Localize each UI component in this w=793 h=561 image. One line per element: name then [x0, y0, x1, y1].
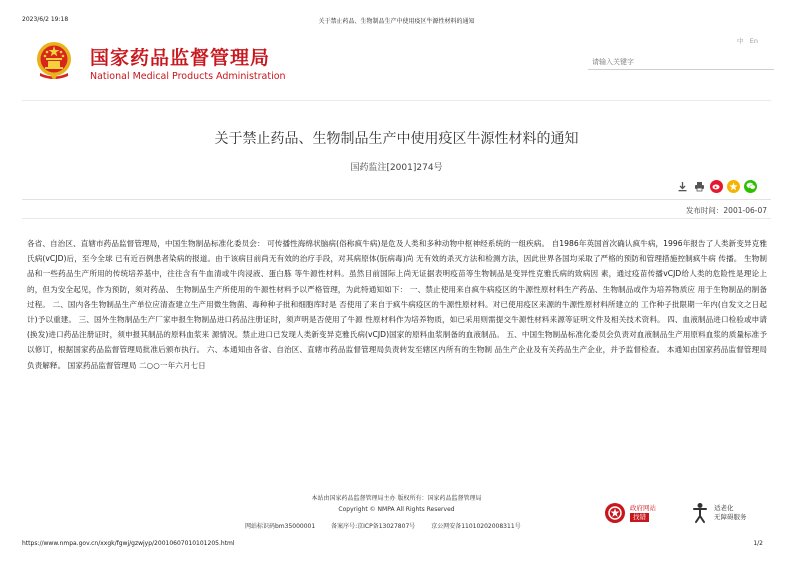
weibo-icon[interactable]: [710, 180, 723, 193]
footer-copyright: Copyright © NMPA All Rights Reserved: [338, 506, 455, 513]
wechat-icon[interactable]: [744, 180, 757, 193]
accessibility-icon: [690, 502, 710, 524]
article-body: 各省、自治区、直辖市药品监督管理局，中国生物制品标准化委员会： 可传播性海绵状脑病(俗称疯牛病)是危及人类和多种动物中枢神经系统的一组疾病。 自1986年英国首次确认疯牛病，1996年报告了人类新变异克雅氏病(vCJD)后，至今全球 已有近百例患者染病的报道。由于该病目前尚无有效的治疗手段，对其病原体(朊病毒)尚 无有效的杀灭方法和检测方法，因此世界各国均采取了严格的预防和管理措施控制疯牛病 传播。 生物制品和一些药品生产所用的传统培养基中，往往含有牛血清或牛肉浸液、蛋白胨 等牛源性材料。虽然目前国际上尚无证据表明疫苗等生物制品是变异性克雅氏病的致病因 素，通过疫苗传播vCJD给人类的危险性是理论上的，但为安全起见，作为预防，须对药品、 生物制品生产所使用的牛源性材料予以严格管理，为此特通知如下： 一、禁止使用来自疯牛病疫区的牛源性原材料生产药品、生物制品或作为培养物质应 用于生物制品的制备过程。 二、国内各生物制品生产单位应清查建立生产用微生物菌、毒种种子批和细胞库时是 否使用了来自于疯牛病疫区的牛源性原材料。对已使用疫区来源的牛源性原材料所建立的 工作种子批限期一年内(自发文之日起计)予以重建。 三、国外生物制品生产厂家申报生物制品进口药品注册证时，须声明是否使用了牛源 性原材料作为培养物质，如已采用则需提交牛源性材料来源等证明文件及相关技术资料。 四、血液制品进口检验或申请(换发)进口药品注册证时，须申报其制品的原料血浆来 源情况。禁止进口已发现人类新变异克雅氏病(vCJD)国家的原料血浆制备的血液制品。 五、中国生物制品标准化委员会负责对血液制品生产用原料血浆的质量标准予以修订，根据国家药品监督管理局批准后颁布执行。 六、本通知由各省、自治区、直辖市药品监督管理局负责转发至辖区内所有的生物制 品生产企业及有关药品生产企业，并予监督检查。 本通知由国家药品监督管理局负责解释。 国家药品监督管理局 二○○一年六月七日: [27, 239, 767, 370]
qzone-icon[interactable]: [727, 180, 740, 193]
lang-en-link[interactable]: En: [749, 37, 758, 45]
site-name-en[interactable]: National Medical Products Administration: [90, 71, 286, 82]
gov-badge-line2: 找错: [630, 513, 649, 522]
lang-cn-link[interactable]: 中: [737, 37, 744, 45]
header-divider: [22, 100, 771, 101]
print-icon[interactable]: [693, 180, 706, 193]
access-line1: 适老化: [714, 504, 734, 512]
gov-site-error-report[interactable]: [604, 500, 680, 526]
download-icon[interactable]: [676, 180, 689, 193]
gov-badge-line1: 政府网站: [630, 504, 656, 512]
footer-site-id: 网站标识码bm35000001: [245, 523, 316, 530]
site-name-cn[interactable]: 国家药品监督管理局: [90, 47, 271, 69]
document-number: 国药监注[2001]274号: [350, 163, 443, 173]
national-emblem-icon[interactable]: [34, 40, 74, 82]
print-page-number: 1/2: [753, 540, 763, 547]
print-datetime: 2023/6/2 19:18: [22, 16, 69, 23]
lang-separator: [746, 37, 748, 45]
accessibility-service[interactable]: [690, 500, 770, 526]
footer-sponsor: 本站由国家药品监督管理局主办 版权所有：国家药品监督管理局: [311, 495, 482, 502]
article-title: 关于禁止药品、生物制品生产中使用疫区牛源性材料的通知: [214, 131, 579, 147]
publish-date-line: [686, 205, 767, 216]
gov-logo-icon: [604, 502, 626, 524]
access-line2: 无障碍服务: [714, 513, 747, 521]
print-page-title: 关于禁止药品、生物制品生产中使用疫区牛源性材料的通知: [318, 18, 475, 25]
footer-registration: [245, 521, 535, 530]
publish-date-label: 发布时间：: [685, 206, 724, 215]
footer-icp-link[interactable]: 备案序号:京ICP备13027807号: [331, 523, 416, 530]
toolbar-divider: [22, 199, 771, 200]
footer-police-link[interactable]: 京公网安备11010202008311号: [431, 523, 521, 530]
article-toolbar: [676, 179, 757, 193]
date-divider: [22, 218, 771, 219]
print-url: https://www.nmpa.gov.cn/xxgk/fgwj/gzwjyp/20010607010101205.html: [22, 540, 235, 547]
publish-date: 2001-06-07: [723, 206, 767, 215]
language-switch: [737, 36, 758, 45]
search-input[interactable]: [588, 55, 774, 70]
